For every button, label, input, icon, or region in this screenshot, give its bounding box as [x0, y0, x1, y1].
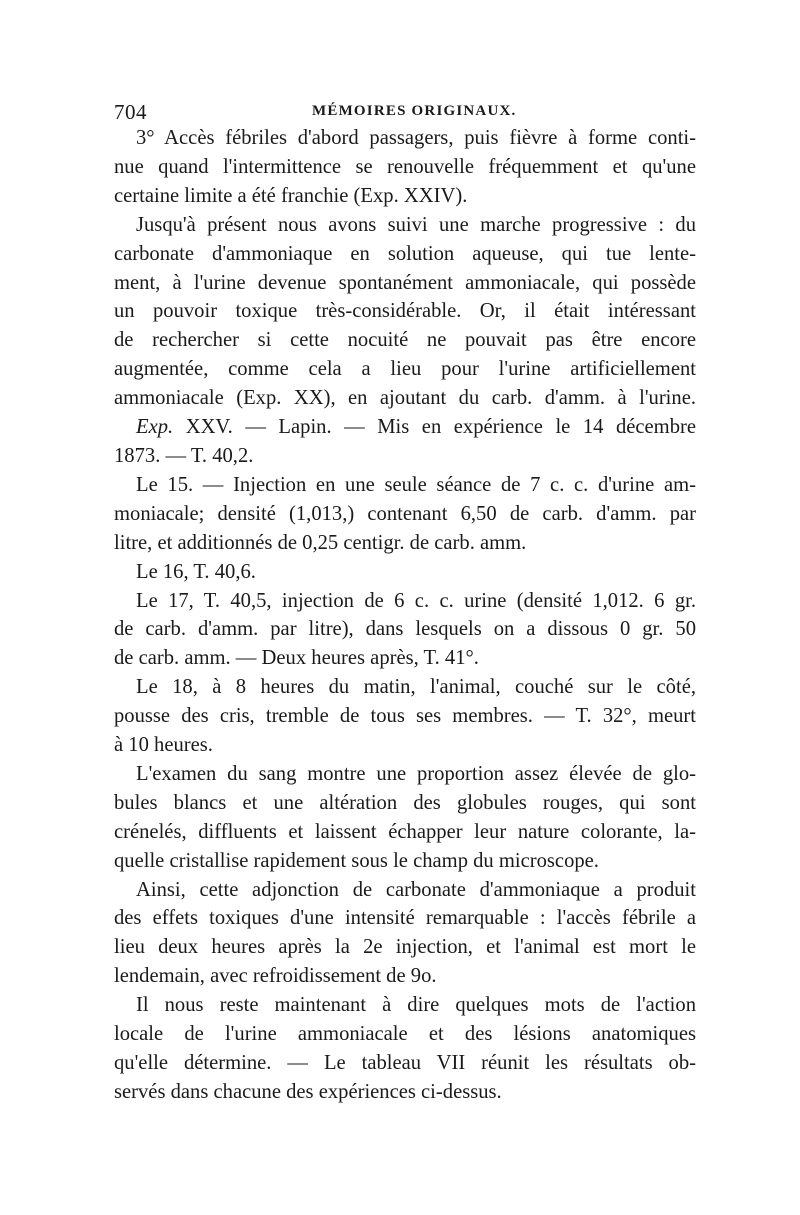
- text-line: qu'elle détermine. — Le tableau VII réunit les résultats ob-: [114, 1052, 696, 1074]
- text-line: certaine limite a été franchie (Exp. XXIV).: [114, 184, 468, 207]
- text-line: ammoniacale (Exp. XX), en ajoutant du carb. d'amm. à l'urine.: [114, 387, 696, 410]
- paragraph: [114, 558, 696, 587]
- text-line: nue quand l'intermittence se renouvelle fréquemment et qu'une: [114, 155, 696, 178]
- text-line: Le 15. — Injection en une seule séance de 7 c. c. d'urine am-: [136, 473, 696, 496]
- text-line: [114, 413, 696, 442]
- text-line: locale de l'urine ammoniacale et des lésions anatomiques: [114, 1023, 696, 1046]
- paragraph: [114, 876, 696, 992]
- text-line: de carb. amm. — Deux heures après, T. 41°.: [114, 647, 479, 670]
- text-line: pousse des cris, tremble de tous ses membres. — T. 32°, meurt: [114, 705, 696, 728]
- experiment-label: Exp.: [136, 416, 174, 439]
- paragraph: [114, 587, 696, 674]
- paragraph-experiment: [114, 413, 696, 471]
- text-line: lieu deux heures après la 2e injection, et l'animal est mort le: [114, 936, 696, 959]
- text-line: Le 16, T. 40,6.: [136, 560, 256, 583]
- paragraph: [114, 124, 696, 211]
- text-line: Il nous reste maintenant à dire quelques mots de l'action: [136, 994, 696, 1017]
- text-line: de rechercher si cette nocuité ne pouvait pas être encore: [114, 329, 696, 352]
- text-line: carbonate d'ammoniaque en solution aqueuse, qui tue lente-: [114, 242, 696, 265]
- text-line: de carb. d'amm. par litre), dans lesquels on a dissous 0 gr. 50: [114, 618, 696, 641]
- text-line: à 10 heures.: [114, 734, 213, 757]
- text-line: Jusqu'à présent nous avons suivi une marche progressive : du: [136, 213, 696, 236]
- body-text: [114, 124, 696, 1107]
- text-line: moniacale; densité (1,013,) contenant 6,50 de carb. d'amm. par: [114, 502, 696, 525]
- text-line: Le 17, T. 40,5, injection de 6 c. c. urine (densité 1,012. 6 gr.: [136, 589, 696, 612]
- text-line: Le 18, à 8 heures du matin, l'animal, couché sur le côté,: [136, 676, 696, 699]
- text-line: 1873. — T. 40,2.: [114, 444, 254, 467]
- paragraph: [114, 991, 696, 1107]
- paragraph: [114, 760, 696, 876]
- text-line: ment, à l'urine devenue spontanément ammoniacale, qui possède: [114, 271, 696, 294]
- text-line: litre, et additionnés de 0,25 centigr. de carb. amm.: [114, 531, 527, 554]
- text-line: lendemain, avec refroidissement de 9o.: [114, 965, 437, 988]
- text-line: Ainsi, cette adjonction de carbonate d'ammoniaque a produit: [136, 878, 696, 901]
- text-line: augmentée, comme cela a lieu pour l'urine artificiellement: [114, 358, 696, 381]
- running-head: MÉMOIRES ORIGINAUX.: [312, 103, 517, 119]
- paragraph: [114, 471, 696, 558]
- text-line: des effets toxiques d'une intensité remarquable : l'accès fébrile a: [114, 907, 696, 930]
- text-line: quelle cristallise rapidement sous le champ du microscope.: [114, 849, 599, 872]
- paragraph: [114, 211, 696, 413]
- text-line: 3° Accès fébriles d'abord passagers, puis fièvre à forme conti-: [136, 127, 696, 149]
- text-line: L'examen du sang montre une proportion assez élevée de glo-: [136, 762, 696, 785]
- text-line: un pouvoir toxique très-considérable. Or, il était intéressant: [114, 300, 696, 323]
- text-line: bules blancs et une altération des globules rouges, qui sont: [114, 791, 696, 814]
- text-line: servés dans chacune des expériences ci-dessus.: [114, 1080, 502, 1103]
- experiment-heading: XXV. — Lapin. — Mis en expérience le 14 décembre: [173, 416, 696, 439]
- paragraph: [114, 673, 696, 760]
- page-number: 704: [114, 100, 147, 124]
- text-line: crénelés, diffluents et laissent échapper leur nature colorante, la-: [114, 820, 696, 843]
